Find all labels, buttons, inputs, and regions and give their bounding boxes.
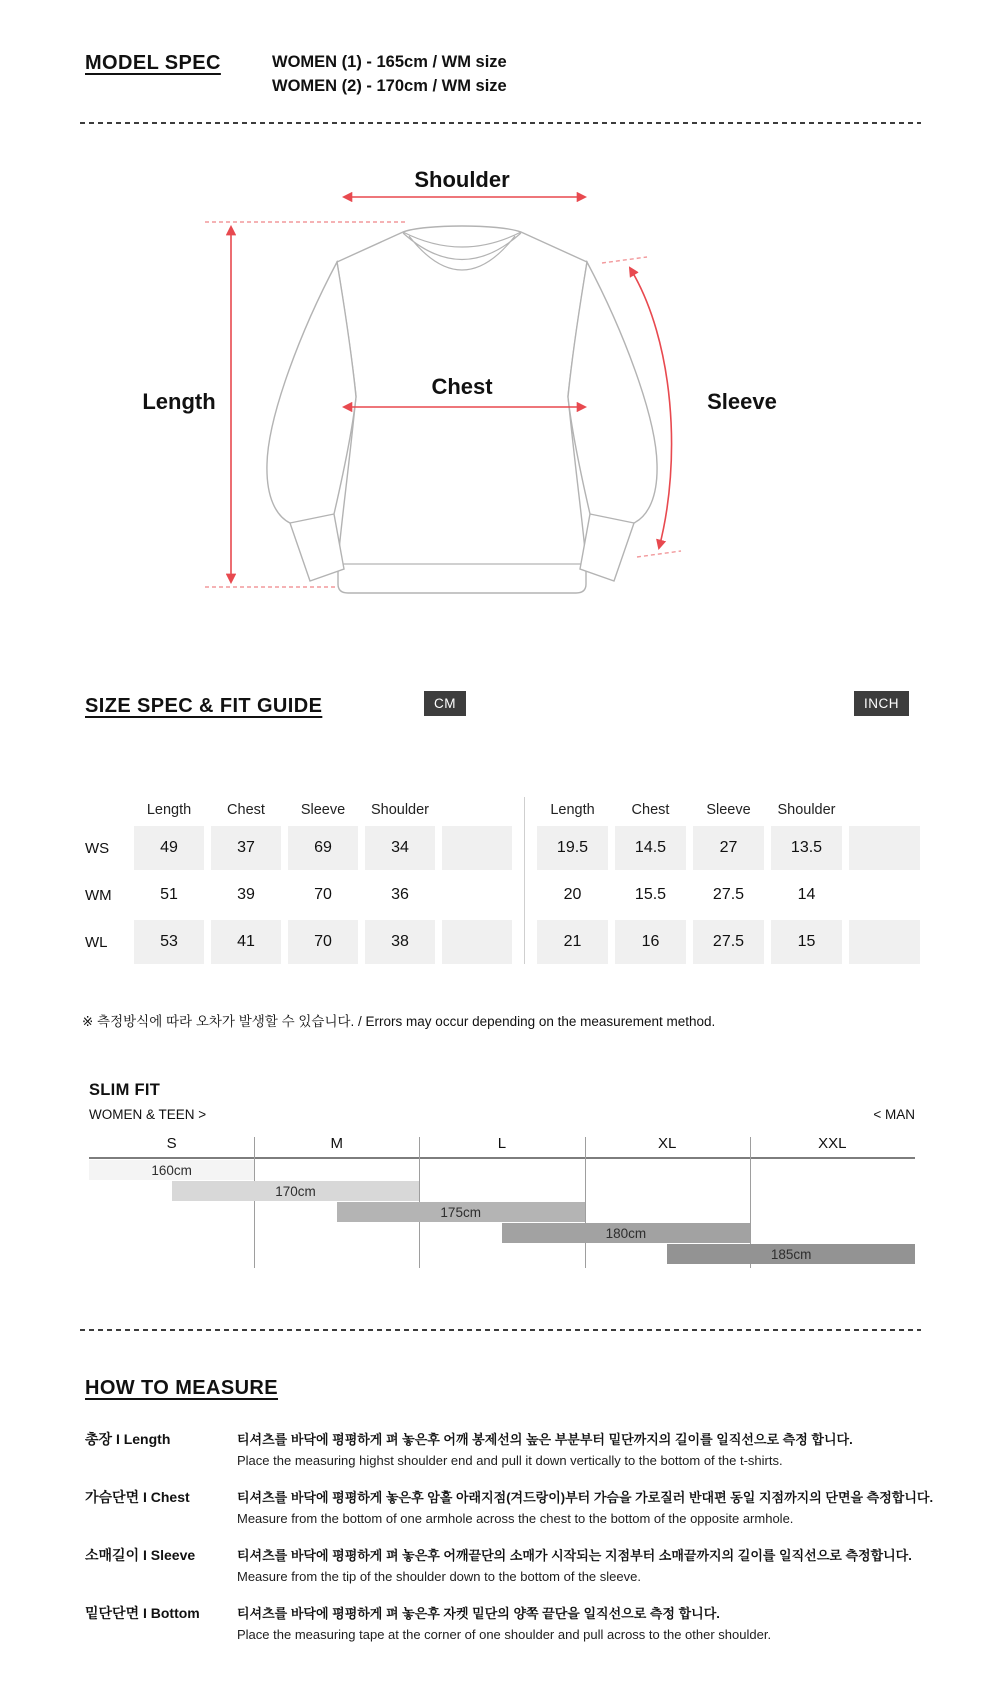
inch-col-length: Length: [550, 802, 595, 818]
cm-wl-sleeve: 70: [288, 920, 358, 964]
measure-en-bottom: Place the measuring tape at the corner of one shoulder and pull across to the other shoulder.: [237, 1627, 772, 1642]
measure-label-length: 총장 I Length: [85, 1431, 171, 1447]
shirt-body-outline: [337, 226, 587, 593]
inch-wm-length: 20: [563, 886, 582, 903]
fit-guide-title: SLIM FIT: [89, 1081, 161, 1099]
cm-row-label-wl: WL: [85, 933, 108, 951]
inch-col-chest: Chest: [631, 802, 670, 818]
cm-row-label-ws: WS: [85, 839, 110, 857]
fit-guide-man-label: < MAN: [873, 1107, 915, 1122]
height-bar-185cm: 185cm: [667, 1244, 915, 1264]
dashed-divider-top: [80, 122, 921, 124]
height-bar-175cm: 175cm: [337, 1202, 585, 1222]
inch-wl-length: 21: [537, 920, 608, 964]
cm-ws-chest: 37: [211, 826, 281, 870]
inch-wm-shoulder: 14: [797, 886, 816, 903]
height-bar-180cm: 180cm: [502, 1223, 750, 1243]
height-bar-170cm: 170cm: [172, 1181, 420, 1201]
cm-wm-chest: 39: [237, 886, 255, 903]
how-to-measure-rows: [85, 1429, 965, 1645]
cm-ws-shoulder: 34: [365, 826, 435, 870]
model-spec-line-1: WOMEN (1) - 165cm / WM size: [272, 53, 507, 71]
size-header-s: S: [166, 1135, 177, 1152]
cm-wm-sleeve: 70: [314, 886, 332, 903]
fit-guide-section: [89, 1081, 915, 1273]
cm-wl-empty: [442, 920, 512, 964]
measure-kr-sleeve: 티셔츠를 바닥에 평평하게 펴 놓은후 어깨끝단의 소매가 시작되는 지점부터 소매끝까지의 길이를 일직선으로 측정합니다.: [237, 1548, 912, 1563]
measure-row-length: [85, 1429, 965, 1471]
inch-wl-sleeve: 27.5: [693, 920, 764, 964]
cm-wm-length: 51: [160, 886, 178, 903]
measure-kr-chest: 티셔츠를 바닥에 평평하게 놓은후 암홀 아래지점(겨드랑이)부터 가슴을 가로질러 반대편 동일 지점까지의 단면을 측정합니다.: [237, 1490, 934, 1505]
sleeve-top-guide: [602, 257, 647, 263]
cm-col-length: Length: [146, 802, 192, 818]
cm-col-chest: Chest: [227, 802, 265, 818]
cm-unit-badge: CM: [424, 691, 466, 716]
cm-wl-chest: 41: [211, 920, 281, 964]
inch-wm-sleeve: 27.5: [712, 886, 745, 903]
cm-wl-shoulder: 38: [365, 920, 435, 964]
measure-row-bottom: [85, 1603, 965, 1645]
measure-kr-bottom: 티셔츠를 바닥에 평평하게 펴 놓은후 자켓 밑단의 양쪽 끝단을 일직선으로 측정 합니다.: [237, 1606, 720, 1621]
size-header-xl: XL: [657, 1135, 677, 1152]
sleeve-label: Sleeve: [707, 389, 777, 414]
inch-ws-sleeve: 27: [693, 826, 764, 870]
model-spec-line-2: WOMEN (2) - 170cm / WM size: [272, 77, 507, 95]
measure-label-sleeve: 소매길이 I Sleeve: [85, 1547, 196, 1563]
measure-row-sleeve: [85, 1545, 965, 1587]
cm-wm-empty: [442, 873, 512, 917]
fit-guide-chart: [89, 1135, 915, 1273]
cm-col-sleeve: Sleeve: [300, 802, 346, 818]
measure-en-sleeve: Measure from the tip of the shoulder down to the bottom of the sleeve.: [237, 1569, 641, 1584]
inch-ws-empty: [849, 826, 920, 870]
size-header-m: M: [330, 1135, 344, 1152]
fit-guide-size-headers: [89, 1135, 915, 1159]
measure-label-bottom: 밑단단면 I Bottom: [85, 1605, 200, 1621]
cm-ws-sleeve: 69: [288, 826, 358, 870]
inch-wl-empty: [849, 920, 920, 964]
inch-wl-chest: 16: [615, 920, 686, 964]
cm-row-label-wm: WM: [85, 886, 112, 904]
length-label: Length: [142, 389, 216, 414]
shirt-diagram-svg: [0, 150, 1000, 650]
inch-ws-shoulder: 13.5: [771, 826, 842, 870]
fit-guide-women-teen-label: WOMEN & TEEN >: [89, 1107, 207, 1122]
size-tables: [85, 797, 920, 964]
inch-col-shoulder: Shoulder: [777, 802, 836, 818]
cm-col-shoulder: Shoulder: [370, 802, 430, 818]
fit-guide-axis-labels: [89, 1107, 915, 1122]
measurement-diagram: [0, 150, 1000, 650]
measure-en-length: Place the measuring highst shoulder end and pull it down vertically to the bottom of the t-shirts.: [237, 1453, 783, 1468]
inch-size-table: [537, 797, 920, 964]
model-spec-title: MODEL SPEC: [85, 52, 221, 74]
cm-ws-length: 49: [134, 826, 204, 870]
shoulder-label: Shoulder: [414, 167, 510, 192]
inch-ws-length: 19.5: [537, 826, 608, 870]
size-spec-title: SIZE SPEC & FIT GUIDE: [85, 695, 323, 717]
cm-ws-empty: [442, 826, 512, 870]
model-spec-lines: [272, 50, 507, 98]
size-header-l: L: [497, 1135, 507, 1152]
inch-ws-chest: 14.5: [615, 826, 686, 870]
inch-wl-shoulder: 15: [771, 920, 842, 964]
measurement-note: ※ 측정방식에 따라 오차가 발생할 수 있습니다. / Errors may occur depending on the measurement method.: [82, 1014, 716, 1029]
inch-unit-badge: INCH: [854, 691, 909, 716]
size-column-divider: [585, 1137, 586, 1268]
dashed-divider-bottom: [80, 1329, 921, 1331]
table-divider: [524, 797, 525, 964]
measure-label-chest: 가슴단면 I Chest: [85, 1489, 190, 1505]
cm-wm-shoulder: 36: [391, 886, 409, 903]
how-to-measure-section: [85, 1377, 965, 1661]
inch-col-sleeve: Sleeve: [706, 802, 751, 818]
inch-wm-empty: [849, 873, 920, 917]
how-to-measure-title: HOW TO MEASURE: [85, 1377, 279, 1399]
size-header-xxl: XXL: [818, 1135, 847, 1152]
inch-wm-chest: 15.5: [634, 886, 667, 903]
sleeve-bottom-guide: [637, 551, 681, 557]
measure-row-chest: [85, 1487, 965, 1529]
height-bar-160cm: 160cm: [89, 1160, 254, 1180]
cm-wl-length: 53: [134, 920, 204, 964]
measure-en-chest: Measure from the bottom of one armhole across the chest to the bottom of the opposite armhole.: [237, 1511, 794, 1526]
measure-kr-length: 티셔츠를 바닥에 평평하게 펴 놓은후 어깨 봉제선의 높은 부분부터 밑단까지의 길이를 일직선으로 측정 합니다.: [237, 1432, 853, 1447]
size-column-divider: [254, 1137, 255, 1268]
chest-label: Chest: [431, 374, 493, 399]
cm-size-table: [85, 797, 512, 964]
